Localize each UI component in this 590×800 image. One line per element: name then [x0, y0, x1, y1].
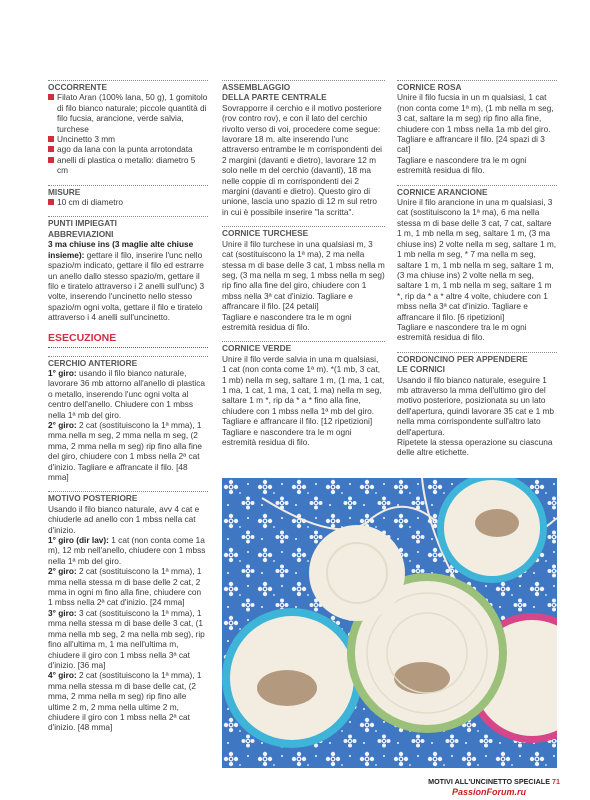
- heading-occorrente: OCCORRENTE: [48, 82, 108, 92]
- round-text: 2 cat (sostituiscono la 1ª mma), 1 mma nella stessa m di base delle cat, (2 mma, 2 mma nella m seg) rip fino alle ultime 2 m, 2 mma nella ultime 2 m, chiudere il giro con 1 mbss nella 2ª cat d'inizio. [48 mma]: [48, 670, 202, 733]
- round-1: [48, 535, 208, 566]
- page-number: 71: [552, 777, 560, 786]
- round-label: 1° giro (dir lav):: [48, 535, 109, 546]
- cordoncino-text-2: Ripetete la stessa operazione su ciascuna delle altre etichette.: [397, 437, 553, 458]
- heading-esecuzione: ESECUZIONE: [48, 331, 117, 344]
- section-turchese: [222, 226, 385, 332]
- section-verde: [222, 341, 385, 447]
- heading-rosa: CORNICE ROSA: [397, 82, 462, 92]
- divider: [48, 216, 208, 217]
- turchese-text: Unire il filo turchese in una qualsiasi m, 3 cat (sostituiscono la 1ª ma), 2 ma nella stessa m di base delle 3 cat, 1 mbss nella m seg, (3 ma nella m seg, 1 mbss nella m seg) rip fino alla fine del giro, chiudere con 1 mbss nella 3ª cat d'inizio. Tagliare e affrancare il filo. [24 petali]: [222, 238, 385, 312]
- stitch-definition: [48, 239, 208, 322]
- heading-abbreviazioni: ABBREVIAZIONI: [48, 228, 114, 239]
- motivo-intro: Usando il filo bianco naturale, avv 4 cat e chiuderle ad anello con 1 mbss nella cat d'inizio.: [48, 503, 200, 535]
- watermark: PassionForum.ru: [452, 787, 527, 797]
- round-text: 2 cat (sostituiscono la 1ª mma), 1 mma nella stessa m di base delle 2 cat, 2 mma in ogni m fino alla fine, chiudere con 1 mbss nella 2ª cat d'inizio. [24 mma]: [48, 566, 202, 608]
- divider: [48, 491, 208, 492]
- round-text: 1 cat (non conta come 1a m), 12 mb nell'anello, chiudere con 1 mbss nella 1ª mb del giro.: [48, 535, 206, 566]
- round-text: usando il filo bianco naturale, lavorare 36 mb attorno all'anello di plastica o metallo, inserendo l'unc ogni volta al centro dell'anello. Chiudere con 1 mbss nella 1ª mb del giro.: [48, 367, 206, 420]
- round-2: [48, 420, 208, 482]
- cordoncino-text: Usando il filo bianco naturale, eseguire 1 mb attraverso la mma dell'ultimo giro del motivo posteriore, posizionata su un lato dell'apertura, quindi lavorare 35 cat e 1 mb nella mma corrispondente sull'altro lato dell'apertura.: [397, 374, 555, 437]
- divider: [397, 352, 557, 353]
- arancione-text-2: Tagliare e nascondere tra le m ogni estremità residua di filo.: [397, 321, 527, 343]
- round-text: 2 cat (sostituiscono la 1ª mma), 1 mma nella m seg, 2 mma nella m seg, (2 mma, 2 mma nella m seg) rip fino alla fine del giro, chiudere con 1 mbss nella 2ª cat d'inizio. Tagliare e affrancate il filo. [48 mma]: [48, 419, 203, 482]
- heading-assemblaggio: ASSEMBLAGGIO: [222, 82, 291, 92]
- divider: [222, 80, 385, 81]
- page-footer: [410, 777, 560, 786]
- round-1: [48, 368, 208, 420]
- divider-red: [48, 347, 208, 348]
- heading-cordoncino: CORDONCINO PER APPENDERE: [397, 353, 528, 364]
- rosa-text-2: Tagliare e nascondere tra le m ogni estremità residua di filo.: [397, 154, 527, 176]
- material-item: anelli di plastica o metallo: diametro 5 cm: [48, 155, 208, 176]
- heading-turchese: CORNICE TURCHESE: [222, 228, 309, 239]
- section-assemblaggio: [222, 80, 385, 217]
- divider: [48, 80, 208, 81]
- round-label: 4° giro:: [48, 670, 77, 681]
- material-item: Uncinetto 3 mm: [48, 134, 208, 144]
- column-left: [48, 80, 208, 742]
- heading-le-cornici: LE CORNICI: [397, 364, 445, 375]
- heading-arancione: CORNICE ARANCIONE: [397, 186, 488, 197]
- heading-verde: CORNICE VERDE: [222, 343, 292, 354]
- section-misure: [48, 185, 208, 208]
- round-2: [48, 566, 208, 608]
- section-cerchio: [48, 356, 208, 483]
- size-item: 10 cm di diametro: [48, 197, 208, 207]
- section-arancione: [397, 185, 557, 343]
- section-punti: [48, 216, 208, 322]
- column-middle: [222, 80, 385, 456]
- section-motivo: [48, 491, 208, 732]
- round-label: 1° giro:: [48, 367, 77, 378]
- heading-punti: PUNTI IMPIEGATI: [48, 218, 117, 229]
- round-text: 3 cat (sostituiscono la 1ª mma), 1 mma nella stessa m di base delle 3 cat, (1 mma nella mb seg, 2 ma nella mb seg), rip fino all'ultima m, 1 ma nell'ultima m, chiudere il giro con 1 mbss nella 3ª cat d'inizio. [36 ma]: [48, 607, 205, 670]
- section-rosa: [397, 80, 557, 176]
- round-label: 2° giro:: [48, 419, 77, 430]
- divider: [397, 185, 557, 186]
- stitch-term: 3 ma chiuse ins (3 maglie alte chiuse insieme):: [48, 239, 194, 260]
- section-cordoncino: [397, 352, 557, 458]
- rosa-text: Unire il filo fucsia in un m qualsiasi, 1 cat (non conta come 1ª m), (1 mb nella m seg, 3 cat, saltare la m seg) rip fino alla fine, chiudere con 1 mbss nella 1a mb del giro. Tagliare e affrancare il filo. [24 spazi di 3 cat]: [397, 92, 554, 155]
- verde-text: Unire il filo verde salvia in una m qualsiasi, 1 cat (non conta come 1ª m). *(1 mb, 3 cat, 1 mb) nella m seg, saltare 1 m, (1 ma, 1 cat, 1 ma, 1 cat, 1 ma, 1 cat, 1 ma) nella m seg, saltare 1 m *, rip da * a * fino alla fine, chiudere con 1 mbss nella 1ª mb del giro. Tagliare e affrancare il filo. [12 ripetizioni]: [222, 353, 385, 427]
- verde-text-2: Tagliare e nascondere tra le m ogni estremità residua di filo.: [222, 426, 352, 447]
- material-item: Filato Aran (100% lana, 50 g), 1 gomitolo di filo bianco naturale; piccole quantità di filo fucsia, arancione, verde salvia, turchese: [48, 92, 208, 134]
- material-item: ago da lana con la punta arrotondata: [48, 144, 208, 154]
- column-right: [397, 80, 557, 467]
- heading-motivo: MOTIVO POSTERIORE: [48, 493, 138, 504]
- assemblaggio-text: Sovrapporre il cerchio e il motivo posteriore (rov contro rov), e con il lato del cerchio rivolto verso di voi, procedere come segue: lavorare 18 m. alte inserendo l'unc attraverso entrambe le m corrispondenti dei 2 margini (davanti e dietro), lavorare 12 m solo nelle m del cerchio (davanti), 18 ma nelle coppie di m corrispondenti dei 2 margini (davanti e dietro). Questo giro di unione, lascia uno spazio di 12 m sul retro in cui è possibile inserire "la scritta".: [222, 102, 383, 217]
- round-label: 2° giro:: [48, 566, 77, 577]
- divider: [222, 226, 385, 227]
- stitch-text: gettare il filo, inserire l'unc nello spazio/m indicato, gettare il filo ed estrarre un anello dallo stesso spazio/m, gettare il filo e tiratelo attraverso i 2 anelli sull'unc) 3 volte, inserendo l'uncinetto nello stesso spazio/m ogni volta, gettare il filo e tiratelo attraverso i 4 anelli sull'uncinetto.: [48, 249, 205, 323]
- section-occorrente: [48, 80, 208, 176]
- crochet-photo: [222, 478, 557, 768]
- heading-parte-centrale: DELLA PARTE CENTRALE: [222, 92, 327, 103]
- divider: [48, 356, 208, 357]
- heading-misure: MISURE: [48, 186, 81, 197]
- turchese-text-2: Tagliare e nascondere tra le m ogni estremità residua di filo.: [222, 311, 352, 332]
- round-3: [48, 608, 208, 670]
- round-4: [48, 670, 208, 732]
- divider: [397, 80, 557, 81]
- divider: [48, 185, 208, 186]
- divider: [222, 341, 385, 342]
- round-label: 3° giro:: [48, 607, 77, 618]
- magazine-title: MOTIVI ALL'UNCINETTO SPECIALE: [428, 777, 550, 786]
- arancione-text: Unire il filo arancione in una m qualsiasi, 3 cat (sostituiscono la 1ª ma), 6 ma nella stessa m di base delle 3 cat, 7 cat, saltare 1 m, 1 mb nella m seg, saltare 1 m, (3 ma chiuse ins) 2 volte nella m seg, saltare 1 m, 1 mb nella m seg, * 7 ma nella m seg, saltare 1 m, 1 mb nella m seg, saltare 1 m, (3 ma chiuse ins) 2 volte nella m seg, saltare 1 m, 1 mb nella m seg, saltare 1 m *, rip da * a * altre 4 volte, chiudere con 1 mbss nella 3ª cat d'inizio. Tagliare e affrancare il filo. [6 ripetizioni]: [397, 197, 557, 322]
- crochet-photo-illustration: [222, 478, 557, 768]
- heading-cerchio: CERCHIO ANTERIORE: [48, 357, 138, 368]
